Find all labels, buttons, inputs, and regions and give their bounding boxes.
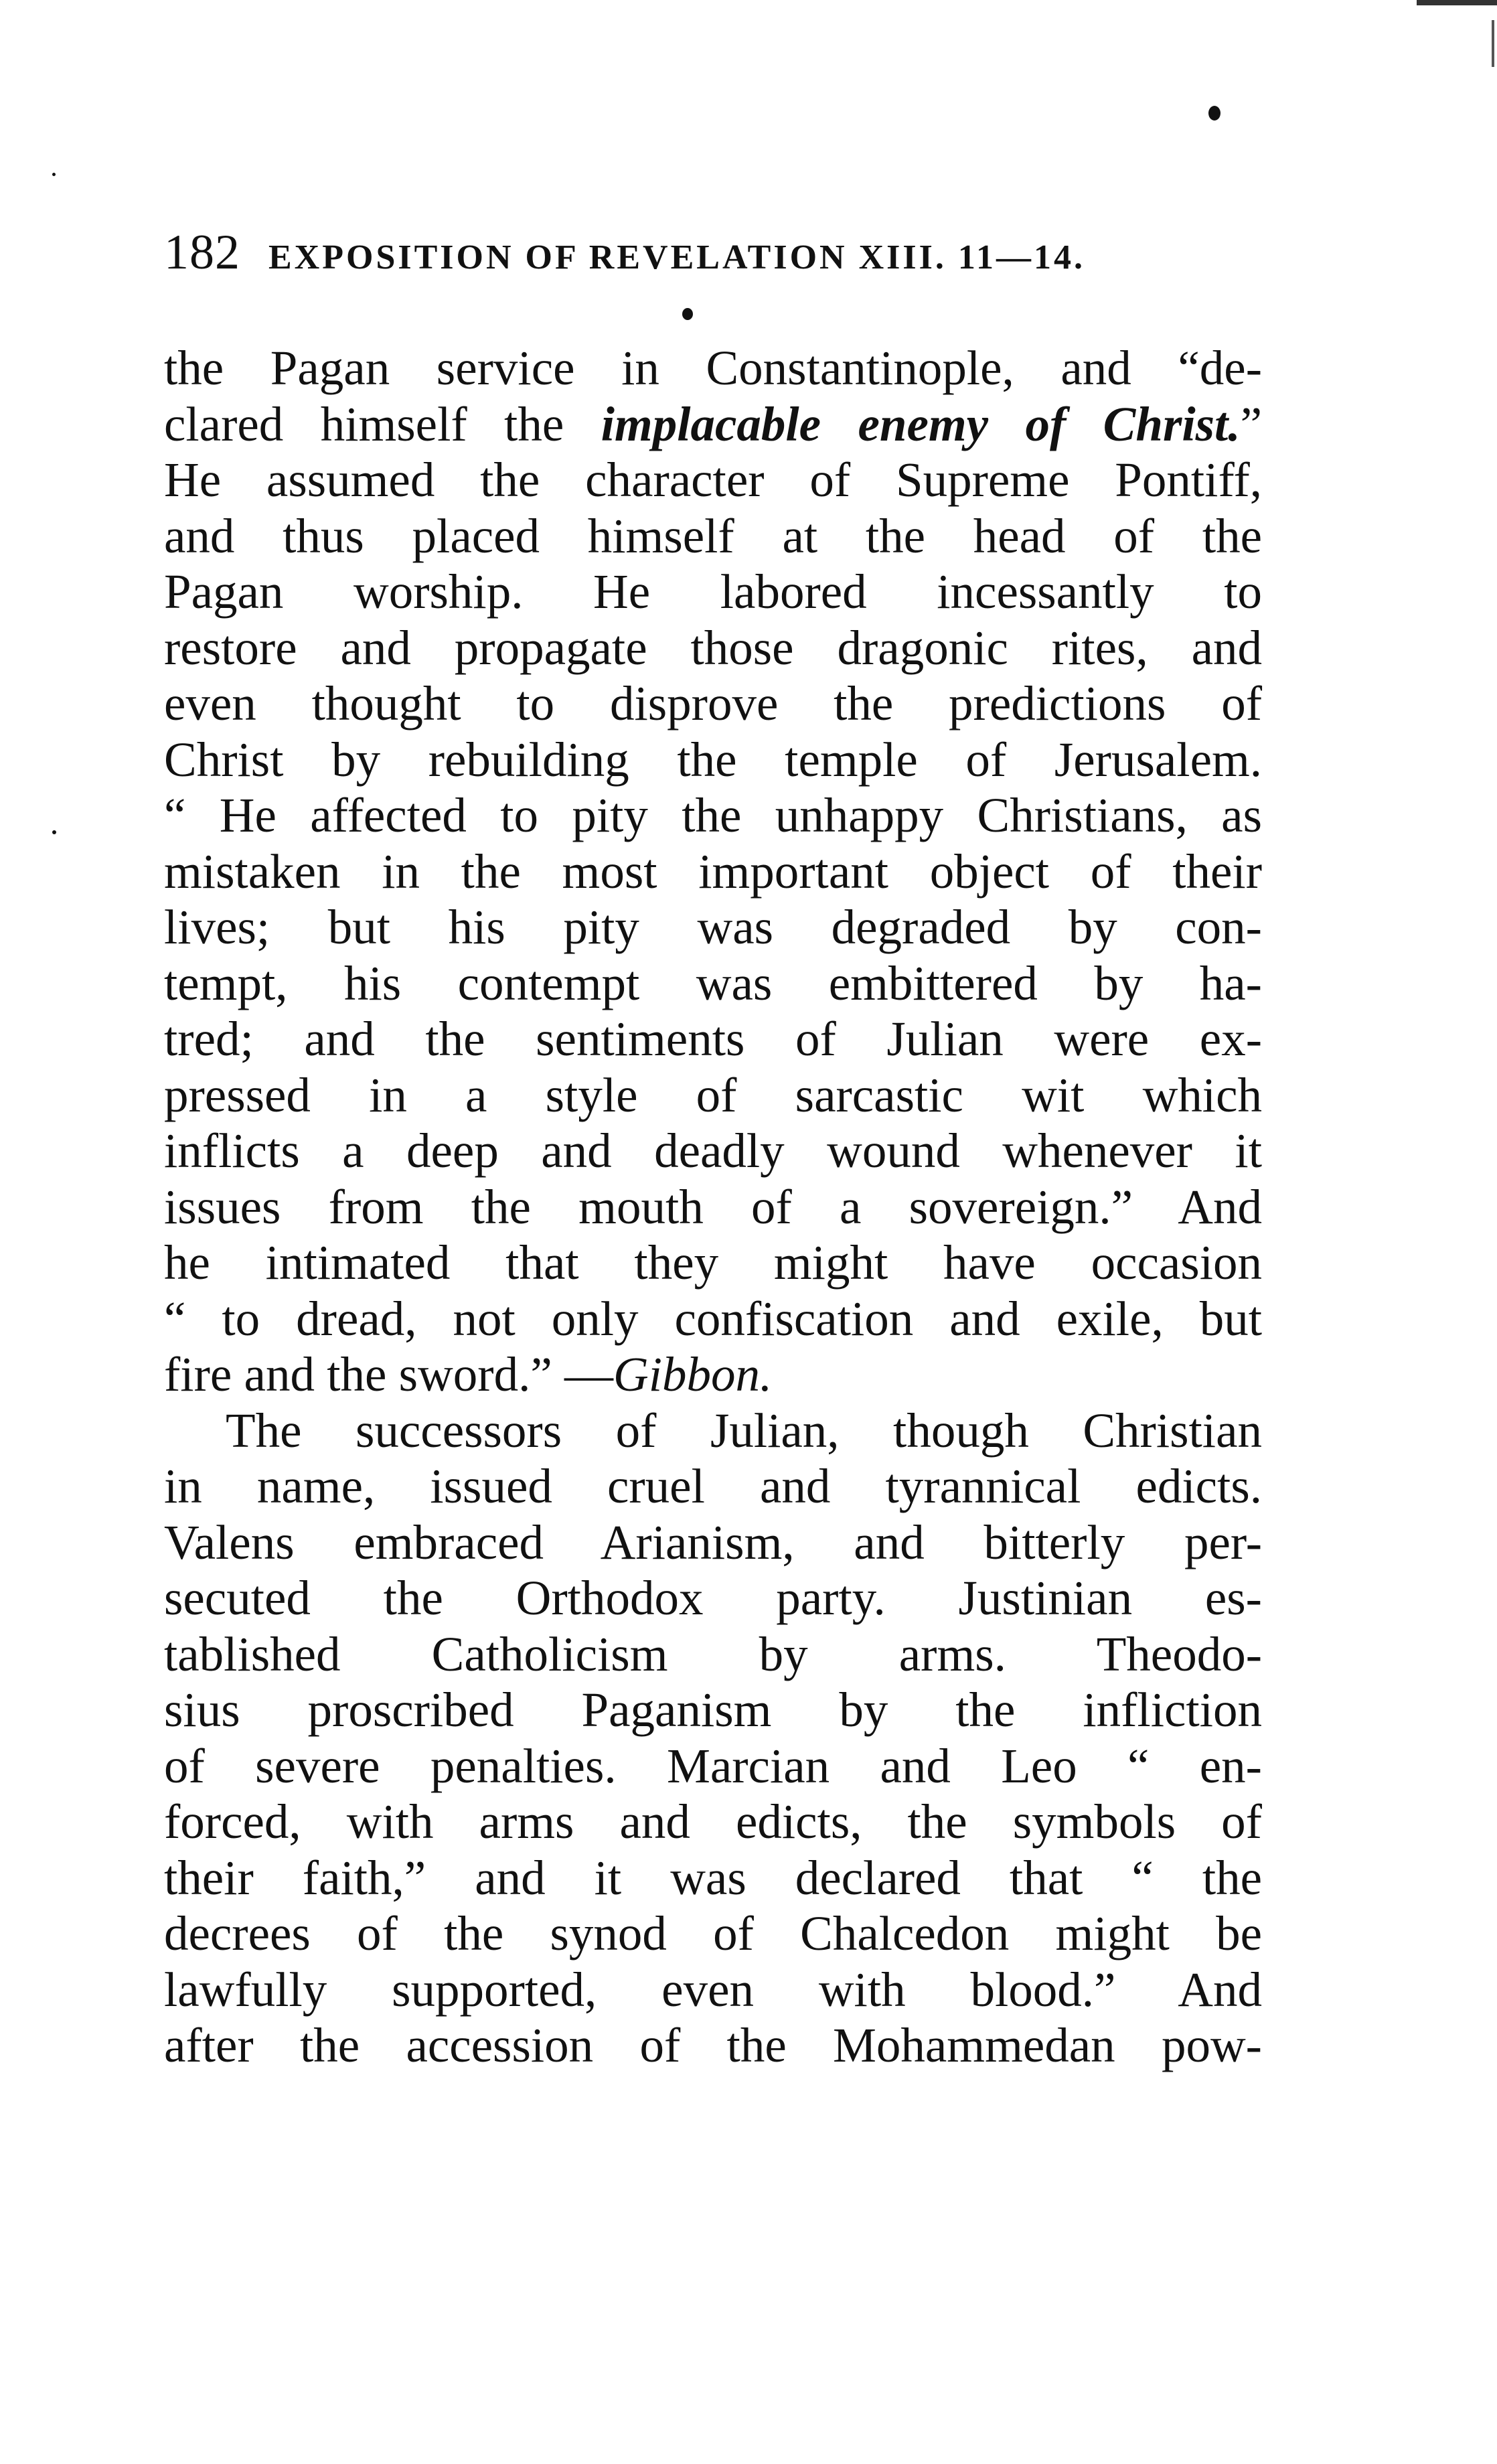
text-line: restore and propagate those dragonic rites, and xyxy=(164,620,1262,675)
text-line: issues from the mouth of a sovereign.” And xyxy=(164,1179,1262,1234)
emphasized-phrase: implacable enemy of Christ. xyxy=(601,396,1241,451)
scan-edge-mark xyxy=(1417,0,1497,5)
text-line: “ to dread, not only confiscation and exile, but xyxy=(164,1291,1262,1346)
text-line: he intimated that they might have occasion xyxy=(164,1235,1262,1290)
text-line: “ He affected to pity the unhappy Christians, as xyxy=(164,788,1262,842)
text-line: lawfully supported, even with blood.” And xyxy=(164,1962,1262,2017)
page-number: 182 xyxy=(164,225,240,280)
text-line: in name, issued cruel and tyrannical edicts. xyxy=(164,1459,1262,1513)
citation-author: Gibbon. xyxy=(613,1347,773,1401)
text-line: tablished Catholicism by arms. Theodo- xyxy=(164,1626,1262,1681)
text-line: lives; but his pity was degraded by con- xyxy=(164,900,1262,954)
text-line: and thus placed himself at the head of the xyxy=(164,508,1262,563)
text-line: sius proscribed Paganism by the infliction xyxy=(164,1683,1262,1737)
text-line: inflicts a deep and deadly wound whenever it xyxy=(164,1124,1262,1178)
ink-speck xyxy=(52,830,56,834)
ink-speck xyxy=(1208,106,1220,121)
text-fragment: clared himself the xyxy=(164,396,601,451)
body-text xyxy=(164,340,1262,2074)
text-line: forced, with arms and edicts, the symbols of xyxy=(164,1794,1262,1849)
text-line: after the accession of the Mohammedan pow- xyxy=(164,2018,1262,2072)
text-fragment: fire and the sword.” — xyxy=(164,1347,613,1401)
text-fragment: ” xyxy=(1240,396,1262,451)
ink-speck xyxy=(52,173,56,176)
text-line: He assumed the character of Supreme Pontiff, xyxy=(164,453,1262,507)
text-line: of severe penalties. Marcian and Leo “ en- xyxy=(164,1738,1262,1793)
text-line: decrees of the synod of Chalcedon might be xyxy=(164,1906,1262,1960)
text-line xyxy=(164,396,1262,453)
text-line: Valens embraced Arianism, and bitterly per- xyxy=(164,1515,1262,1569)
text-line: even thought to disprove the predictions of xyxy=(164,676,1262,730)
text-line: their faith,” and it was declared that “ the xyxy=(164,1850,1262,1905)
text-line xyxy=(164,1346,1262,1403)
text-line: pressed in a style of sarcastic wit which xyxy=(164,1067,1262,1122)
ink-speck xyxy=(682,308,693,320)
text-line: tred; and the sentiments of Julian were ex- xyxy=(164,1012,1262,1066)
text-line: Pagan worship. He labored incessantly to xyxy=(164,564,1262,619)
running-title: EXPOSITION OF REVELATION XIII. 11—14. xyxy=(268,238,1085,277)
page-header xyxy=(164,224,1262,298)
text-line: secuted the Orthodox party. Justinian es- xyxy=(164,1571,1262,1625)
text-line: The successors of Julian, though Christian xyxy=(226,1403,1262,1458)
text-line: tempt, his contempt was embittered by ha- xyxy=(164,955,1262,1010)
text-line: the Pagan service in Constantinople, and “de- xyxy=(164,341,1262,395)
scan-edge-tick xyxy=(1492,20,1494,67)
text-line: Christ by rebuilding the temple of Jerusalem. xyxy=(164,732,1262,787)
text-line: mistaken in the most important object of their xyxy=(164,844,1262,899)
